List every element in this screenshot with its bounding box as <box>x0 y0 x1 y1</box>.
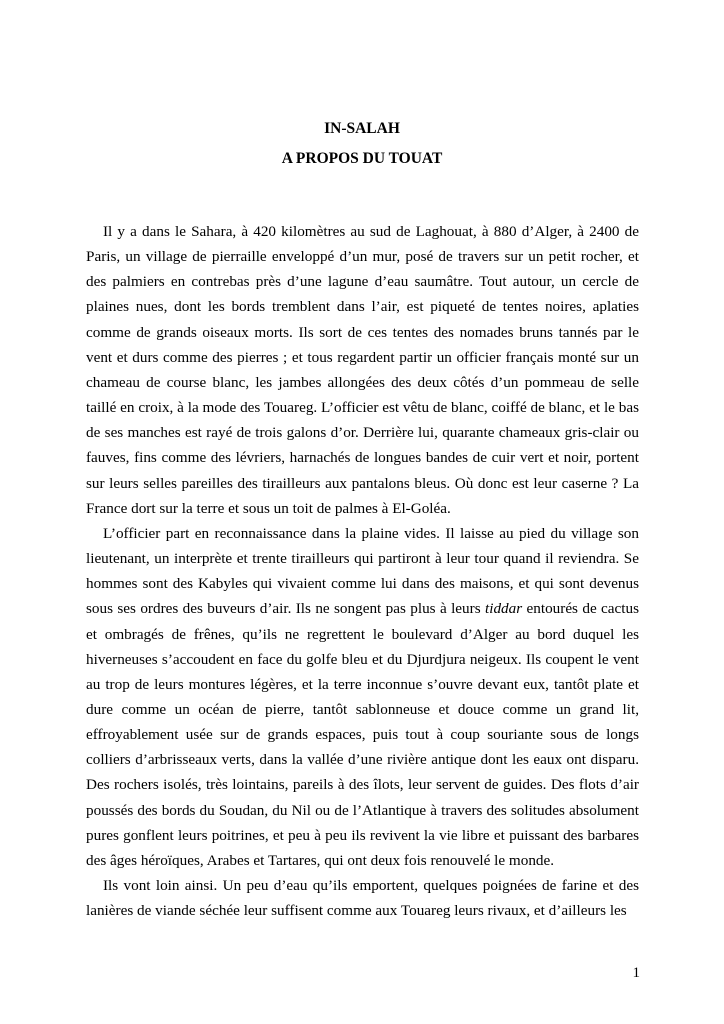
paragraph-2-text-before: L’officier part en reconnaissance dans la plaine vides. Il laisse au pied du village son lieutenant, un interprète et trente tirailleurs qui partiront à leur tour quand il reviendra. Se hommes sont des Kabyles qui vivaient comme lui dans des maisons, et qui sont devenus sous ses ordres des buveurs d’air. Ils ne songent pas plus à leurs <box>86 524 639 618</box>
italic-word-tiddar: tiddar <box>485 600 523 618</box>
paragraph-2 <box>86 521 639 873</box>
page-number: 1 <box>632 965 640 981</box>
document-subtitle: A PROPOS DU TOUAT <box>281 150 443 167</box>
title-block <box>0 114 724 174</box>
body-text <box>86 219 639 923</box>
paragraph-1: Il y a dans le Sahara, à 420 kilomètres au sud de Laghouat, à 880 d’Alger, à 2400 de Paris, un village de pierraille enveloppé d’un mur, posé de travers sur un petit rocher, et des palmiers en contrebas près d’une lagune d’eau saumâtre. Tout autour, un cercle de plaines nues, dont les bords tremblent dans l’air, est piqueté de tentes noires, aplaties comme de grands oiseaux morts. Ils sort de ces tentes des nomades bruns tannés par le vent et durs comme des pierres ; et tous regardent partir un officier français monté sur un chameau de course blanc, les jambes allongées des deux côtés d’un pommeau de selle taillé en croix, à la mode des Touareg. L’officier est vêtu de blanc, coiffé de blanc, et le bas de ses manches est rayé de trois galons d’or. Derrière lui, quarante chameaux gris-clair ou fauves, fins comme des lévriers, harnachés de longues bandes de cuir vert et noir, portent sur leurs selles pareilles des tirailleurs aux pantalons bleus. Où donc est leur caserne ? La France dort sur la terre et sous un toit de palmes à El-Goléa. <box>86 223 639 517</box>
paragraph-2-text-after: entourés de cactus et ombragés de frênes, qu’ils ne regrettent le boulevard d’Alger au bord duquel les hiverneuses s’accoudent en face du golfe bleu et du Djurdjura neigeux. Ils coupent le vent au trop de leurs montures légères, et la terre inconnue s’ouvre devant eux, tantôt plate et dure comme un océan de pierre, tantôt sablonneuse et douce comme un grand lit, effroyablement usée sur de grands espaces, puis tout à coup souriante sous de longs colliers d’arbrisseaux verts, dans la vallée d’une rivière antique dont les eaux ont disparu. Des rochers isolés, très lointains, pareils à des îlots, leur servent de guides. Des flots d’air poussés des bords du Soudan, du Nil ou de l’Atlantique à travers des solitudes absolument pures gonflent leurs poitrines, et peu à peu ils revivent la vie libre et puissant des barbares des âges héroïques, Arabes et Tartares, qui ont deux fois renouvelé le monde. <box>86 600 640 869</box>
paragraph-3: Ils vont loin ainsi. Un peu d’eau qu’ils emportent, quelques poignées de farine et des lanières de viande séchée leur suffisent comme aux Touareg leurs rivaux, et d’ailleurs les <box>86 877 639 920</box>
document-title: IN-SALAH <box>324 120 400 137</box>
